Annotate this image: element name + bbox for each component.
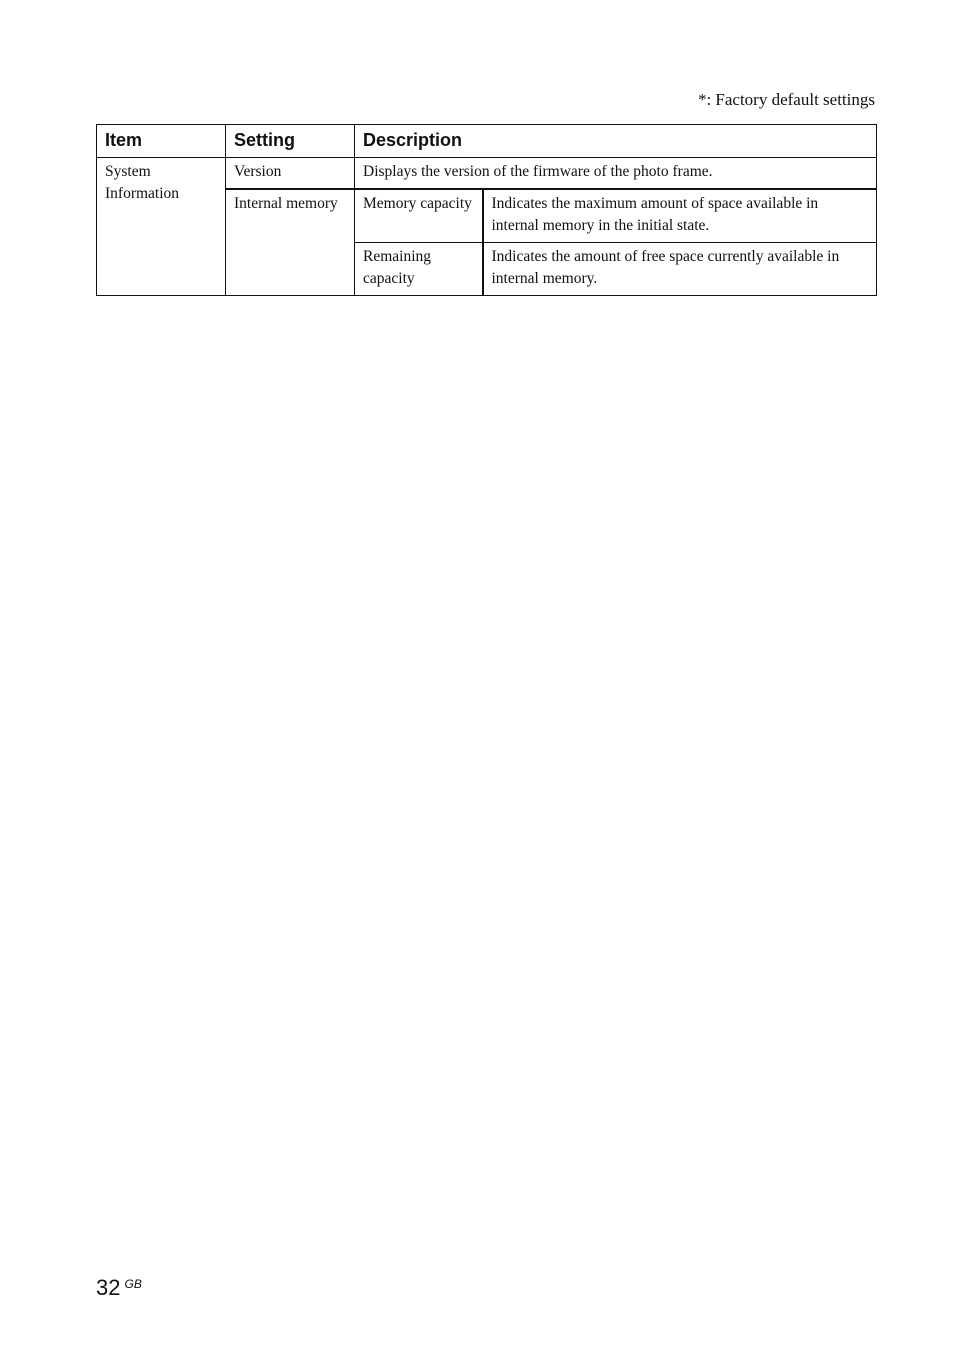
system-information-table: [96, 124, 877, 296]
header-item: Item: [97, 125, 226, 158]
table-row: [97, 158, 877, 190]
sub-setting-memory-capacity: Memory capacity: [355, 189, 483, 243]
header-setting: Setting: [226, 125, 355, 158]
description-cell-memory-capacity: Indicates the maximum amount of space available in internal memory in the initial state.: [483, 189, 877, 243]
sub-setting-remaining-capacity: Remaining capacity: [355, 243, 483, 296]
table-header-row: [97, 125, 877, 158]
setting-cell-version: Version: [226, 158, 355, 190]
page-footer: [96, 1275, 142, 1301]
page-language-code: GB: [124, 1277, 142, 1291]
factory-default-note: *: Factory default settings: [697, 90, 875, 109]
description-cell-version: Displays the version of the firmware of the photo frame.: [355, 158, 877, 190]
item-cell-system-information: System Information: [97, 158, 226, 296]
setting-cell-internal-memory: Internal memory: [226, 189, 355, 296]
header-description: Description: [355, 125, 877, 158]
description-cell-remaining-capacity: Indicates the amount of free space currently available in internal memory.: [483, 243, 877, 296]
page-number: 32: [96, 1275, 121, 1300]
